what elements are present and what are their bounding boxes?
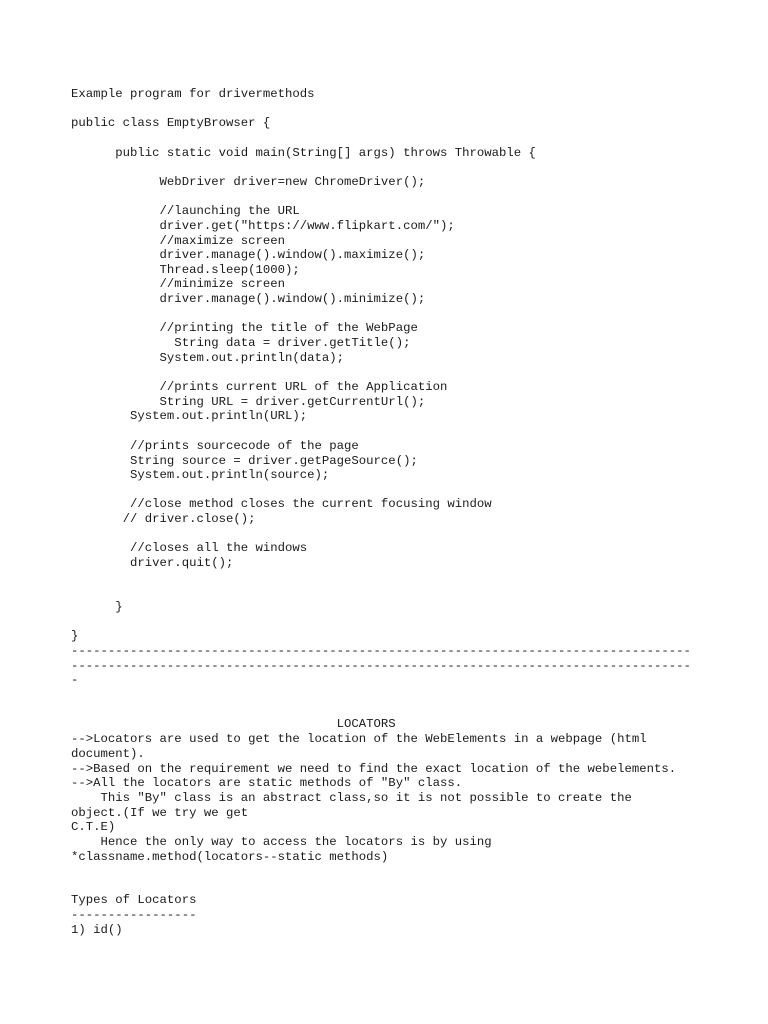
text-line: -->Locators are used to get the location of the WebElements in a webpage (html: [71, 732, 647, 746]
text-line: -->Based on the requirement we need to find the exact location of the webelements.: [71, 762, 677, 776]
text-line: -->All the locators are static methods of "By" class.: [71, 776, 463, 790]
code-line: String data = driver.getTitle();: [71, 336, 411, 350]
code-line: }: [71, 629, 79, 643]
code-line: public class EmptyBrowser {: [71, 116, 271, 130]
code-line: WebDriver driver=new ChromeDriver();: [71, 175, 426, 189]
code-comment-line: // driver.close();: [71, 512, 256, 526]
code-line: }: [71, 600, 123, 614]
code-line: driver.manage().window().maximize();: [71, 248, 426, 262]
code-comment-line: //printing the title of the WebPage: [71, 321, 418, 335]
subsection-heading: Types of Locators: [71, 893, 197, 907]
code-comment-line: //prints current URL of the Application: [71, 380, 448, 394]
text-line: This "By" class is an abstract class,so it is not possible to create the: [71, 791, 632, 805]
code-line: driver.get("https://www.flipkart.com/");: [71, 219, 455, 233]
code-comment-line: //maximize screen: [71, 234, 286, 248]
code-comment-line: //close method closes the current focusing window: [71, 497, 492, 511]
code-line: driver.manage().window().minimize();: [71, 292, 426, 306]
separator-line: -----------------: [71, 908, 197, 922]
section-heading: LOCATORS: [71, 717, 396, 731]
separator-line: ------------------------------------------------------------------------------------: [71, 644, 691, 658]
code-comment-line: //prints sourcecode of the page: [71, 439, 359, 453]
text-line: Hence the only way to access the locators is by using: [71, 835, 492, 849]
code-line: String URL = driver.getCurrentUrl();: [71, 395, 426, 409]
code-line: System.out.println(source);: [71, 468, 330, 482]
document-title-line: Example program for drivermethods: [71, 87, 315, 101]
code-line: Thread.sleep(1000);: [71, 263, 300, 277]
code-line: driver.quit();: [71, 556, 234, 570]
list-item: 1) id(): [71, 923, 123, 937]
code-line: System.out.println(data);: [71, 351, 345, 365]
text-line: C.T.E): [71, 820, 116, 834]
code-comment-line: //closes all the windows: [71, 541, 308, 555]
code-line: String source = driver.getPageSource();: [71, 454, 418, 468]
text-line: object.(If we try we get: [71, 806, 249, 820]
text-line: *classname.method(locators--static methods): [71, 850, 389, 864]
separator-line: -: [71, 673, 79, 687]
separator-line: ------------------------------------------------------------------------------------: [71, 659, 691, 673]
code-line: public static void main(String[] args) throws Throwable {: [71, 146, 536, 160]
text-line: document).: [71, 747, 145, 761]
code-comment-line: //minimize screen: [71, 277, 286, 291]
code-line: System.out.println(URL);: [71, 409, 308, 423]
code-comment-line: //launching the URL: [71, 204, 300, 218]
